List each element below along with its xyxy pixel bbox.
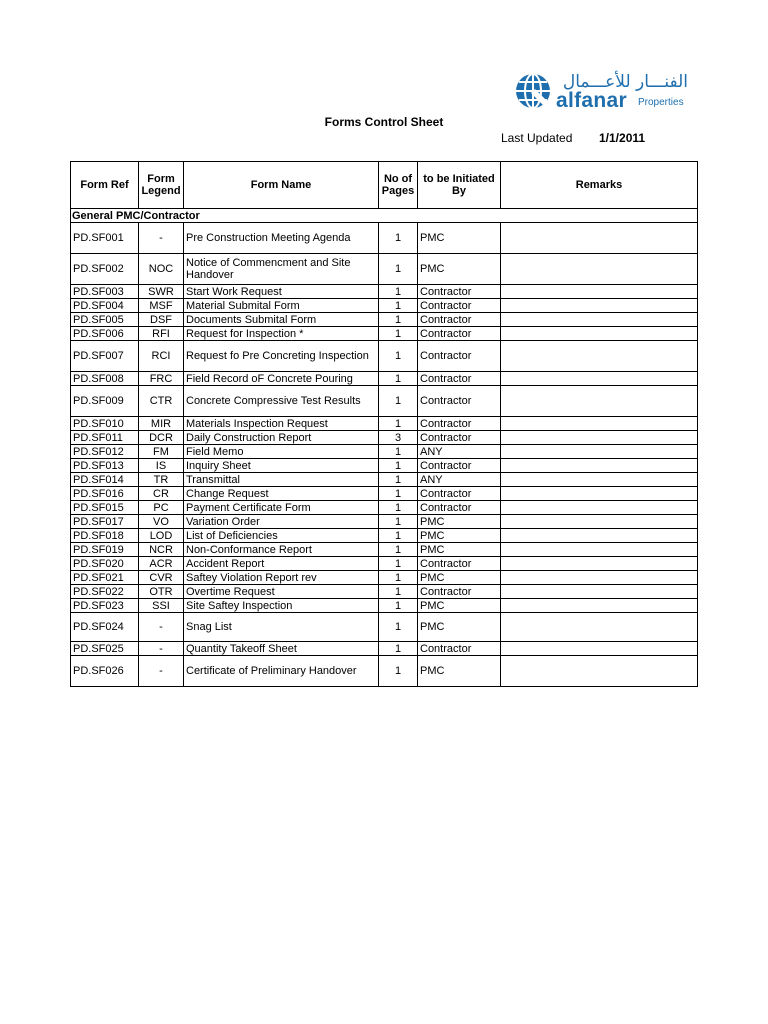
remarks-cell <box>501 642 698 656</box>
form-name-cell: Request fo Pre Concreting Inspection <box>184 341 379 372</box>
remarks-cell <box>501 299 698 313</box>
table-row <box>71 445 698 459</box>
remarks-cell <box>501 473 698 487</box>
form-name-cell: Field Memo <box>184 445 379 459</box>
form-ref-cell: PD.SF015 <box>71 501 139 515</box>
form-name-cell: Accident Report <box>184 557 379 571</box>
initiated-by-cell: PMC <box>418 656 501 687</box>
table-row <box>71 313 698 327</box>
form-ref-cell: PD.SF017 <box>71 515 139 529</box>
initiated-by-cell: Contractor <box>418 501 501 515</box>
last-updated-label: Last Updated <box>501 131 573 145</box>
no-of-pages-cell: 1 <box>379 613 418 642</box>
last-updated-value: 1/1/2011 <box>599 131 646 145</box>
form-legend-cell: MSF <box>139 299 184 313</box>
initiated-by-cell: ANY <box>418 473 501 487</box>
initiated-by-cell: PMC <box>418 529 501 543</box>
no-of-pages-cell: 1 <box>379 386 418 417</box>
form-legend-cell: - <box>139 642 184 656</box>
form-legend-cell: FRC <box>139 372 184 386</box>
table-row <box>71 599 698 613</box>
initiated-by-cell: Contractor <box>418 431 501 445</box>
form-ref-cell: PD.SF020 <box>71 557 139 571</box>
logo-sub-text: Properties <box>638 97 684 108</box>
form-ref-cell: PD.SF013 <box>71 459 139 473</box>
form-name-cell: Overtime Request <box>184 585 379 599</box>
table-row <box>71 341 698 372</box>
form-ref-cell: PD.SF012 <box>71 445 139 459</box>
table-row <box>71 299 698 313</box>
form-legend-cell: VO <box>139 515 184 529</box>
table-row <box>71 557 698 571</box>
no-of-pages-cell: 1 <box>379 313 418 327</box>
form-legend-cell: NOC <box>139 254 184 285</box>
form-ref-cell: PD.SF014 <box>71 473 139 487</box>
form-name-cell: Payment Certificate Form <box>184 501 379 515</box>
remarks-cell <box>501 313 698 327</box>
form-legend-cell: PC <box>139 501 184 515</box>
form-name-cell: Material Submital Form <box>184 299 379 313</box>
no-of-pages-cell: 1 <box>379 459 418 473</box>
remarks-cell <box>501 571 698 585</box>
remarks-cell <box>501 501 698 515</box>
form-legend-cell: LOD <box>139 529 184 543</box>
remarks-cell <box>501 372 698 386</box>
form-legend-cell: SWR <box>139 285 184 299</box>
remarks-cell <box>501 431 698 445</box>
remarks-cell <box>501 341 698 372</box>
remarks-cell <box>501 223 698 254</box>
form-name-cell: Inquiry Sheet <box>184 459 379 473</box>
remarks-cell <box>501 386 698 417</box>
remarks-cell <box>501 487 698 501</box>
no-of-pages-cell: 1 <box>379 501 418 515</box>
table-body <box>71 209 698 687</box>
form-ref-cell: PD.SF006 <box>71 327 139 341</box>
no-of-pages-cell: 1 <box>379 254 418 285</box>
remarks-cell <box>501 254 698 285</box>
form-name-cell: Materials Inspection Request <box>184 417 379 431</box>
table-row <box>71 501 698 515</box>
form-legend-cell: MIR <box>139 417 184 431</box>
form-ref-cell: PD.SF021 <box>71 571 139 585</box>
remarks-cell <box>501 327 698 341</box>
initiated-by-cell: Contractor <box>418 285 501 299</box>
initiated-by-cell: ANY <box>418 445 501 459</box>
form-ref-cell: PD.SF025 <box>71 642 139 656</box>
initiated-by-cell: Contractor <box>418 585 501 599</box>
company-logo <box>514 72 694 112</box>
table-row <box>71 372 698 386</box>
no-of-pages-cell: 1 <box>379 557 418 571</box>
no-of-pages-cell: 1 <box>379 585 418 599</box>
form-legend-cell: TR <box>139 473 184 487</box>
form-ref-cell: PD.SF008 <box>71 372 139 386</box>
column-header-initiated-by: to be Initiated By <box>418 162 501 209</box>
form-name-cell: Notice of Commencment and Site Handover <box>184 254 379 285</box>
no-of-pages-cell: 1 <box>379 515 418 529</box>
section-title: General PMC/Contractor <box>71 209 698 223</box>
form-legend-cell: CTR <box>139 386 184 417</box>
table-row <box>71 459 698 473</box>
table-row <box>71 642 698 656</box>
form-legend-cell: RFI <box>139 327 184 341</box>
remarks-cell <box>501 656 698 687</box>
form-legend-cell: - <box>139 613 184 642</box>
table-row <box>71 285 698 299</box>
form-legend-cell: CR <box>139 487 184 501</box>
remarks-cell <box>501 285 698 299</box>
logo-brand-text: alfanar <box>556 89 627 112</box>
no-of-pages-cell: 3 <box>379 431 418 445</box>
initiated-by-cell: Contractor <box>418 372 501 386</box>
form-name-cell: Snag List <box>184 613 379 642</box>
no-of-pages-cell: 1 <box>379 341 418 372</box>
table-row <box>71 473 698 487</box>
initiated-by-cell: PMC <box>418 515 501 529</box>
initiated-by-cell: Contractor <box>418 459 501 473</box>
form-legend-cell: IS <box>139 459 184 473</box>
column-header-form-legend: Form Legend <box>139 162 184 209</box>
form-ref-cell: PD.SF009 <box>71 386 139 417</box>
initiated-by-cell: Contractor <box>418 313 501 327</box>
initiated-by-cell: PMC <box>418 254 501 285</box>
table-row <box>71 431 698 445</box>
no-of-pages-cell: 1 <box>379 529 418 543</box>
no-of-pages-cell: 1 <box>379 223 418 254</box>
section-row <box>71 209 698 223</box>
form-ref-cell: PD.SF026 <box>71 656 139 687</box>
form-ref-cell: PD.SF010 <box>71 417 139 431</box>
form-name-cell: Transmittal <box>184 473 379 487</box>
form-legend-cell: CVR <box>139 571 184 585</box>
no-of-pages-cell: 1 <box>379 642 418 656</box>
no-of-pages-cell: 1 <box>379 543 418 557</box>
initiated-by-cell: PMC <box>418 223 501 254</box>
table-row <box>71 543 698 557</box>
table-header-row <box>71 162 698 209</box>
initiated-by-cell: Contractor <box>418 642 501 656</box>
no-of-pages-cell: 1 <box>379 487 418 501</box>
form-name-cell: Saftey Violation Report rev <box>184 571 379 585</box>
form-legend-cell: SSI <box>139 599 184 613</box>
remarks-cell <box>501 515 698 529</box>
table-row <box>71 529 698 543</box>
form-ref-cell: PD.SF001 <box>71 223 139 254</box>
initiated-by-cell: Contractor <box>418 417 501 431</box>
remarks-cell <box>501 417 698 431</box>
forms-table <box>70 161 698 687</box>
form-ref-cell: PD.SF002 <box>71 254 139 285</box>
form-ref-cell: PD.SF016 <box>71 487 139 501</box>
form-ref-cell: PD.SF004 <box>71 299 139 313</box>
table-row <box>71 613 698 642</box>
remarks-cell <box>501 599 698 613</box>
remarks-cell <box>501 585 698 599</box>
column-header-remarks: Remarks <box>501 162 698 209</box>
document-title: Forms Control Sheet <box>324 115 444 129</box>
table-row <box>71 571 698 585</box>
no-of-pages-cell: 1 <box>379 285 418 299</box>
form-name-cell: Variation Order <box>184 515 379 529</box>
column-header-form-name: Form Name <box>184 162 379 209</box>
remarks-cell <box>501 459 698 473</box>
table-row <box>71 327 698 341</box>
no-of-pages-cell: 1 <box>379 299 418 313</box>
form-legend-cell: OTR <box>139 585 184 599</box>
initiated-by-cell: PMC <box>418 613 501 642</box>
form-name-cell: Quantity Takeoff Sheet <box>184 642 379 656</box>
initiated-by-cell: Contractor <box>418 557 501 571</box>
form-legend-cell: DCR <box>139 431 184 445</box>
table-row <box>71 223 698 254</box>
form-ref-cell: PD.SF019 <box>71 543 139 557</box>
initiated-by-cell: Contractor <box>418 299 501 313</box>
form-ref-cell: PD.SF024 <box>71 613 139 642</box>
initiated-by-cell: Contractor <box>418 487 501 501</box>
form-name-cell: Site Saftey Inspection <box>184 599 379 613</box>
form-ref-cell: PD.SF023 <box>71 599 139 613</box>
table-row <box>71 585 698 599</box>
form-legend-cell: FM <box>139 445 184 459</box>
form-ref-cell: PD.SF003 <box>71 285 139 299</box>
form-name-cell: Pre Construction Meeting Agenda <box>184 223 379 254</box>
table-row <box>71 417 698 431</box>
alfanar-globe-icon <box>514 72 552 110</box>
form-legend-cell: RCI <box>139 341 184 372</box>
no-of-pages-cell: 1 <box>379 327 418 341</box>
form-name-cell: Field Record oF Concrete Pouring <box>184 372 379 386</box>
form-legend-cell: ACR <box>139 557 184 571</box>
initiated-by-cell: PMC <box>418 543 501 557</box>
initiated-by-cell: Contractor <box>418 341 501 372</box>
table-row <box>71 487 698 501</box>
form-name-cell: Request for Inspection * <box>184 327 379 341</box>
form-name-cell: Concrete Compressive Test Results <box>184 386 379 417</box>
form-ref-cell: PD.SF011 <box>71 431 139 445</box>
table-row <box>71 254 698 285</box>
initiated-by-cell: PMC <box>418 599 501 613</box>
form-ref-cell: PD.SF022 <box>71 585 139 599</box>
form-ref-cell: PD.SF018 <box>71 529 139 543</box>
no-of-pages-cell: 1 <box>379 417 418 431</box>
form-name-cell: Non-Conformance Report <box>184 543 379 557</box>
no-of-pages-cell: 1 <box>379 372 418 386</box>
form-name-cell: Daily Construction Report <box>184 431 379 445</box>
initiated-by-cell: Contractor <box>418 327 501 341</box>
remarks-cell <box>501 445 698 459</box>
initiated-by-cell: PMC <box>418 571 501 585</box>
form-name-cell: Documents Submital Form <box>184 313 379 327</box>
logo-arabic-text: الفنـــار للأعـــمال <box>562 72 688 92</box>
form-name-cell: Certificate of Preliminary Handover <box>184 656 379 687</box>
form-ref-cell: PD.SF005 <box>71 313 139 327</box>
no-of-pages-cell: 1 <box>379 599 418 613</box>
form-legend-cell: - <box>139 656 184 687</box>
initiated-by-cell: Contractor <box>418 386 501 417</box>
form-legend-cell: DSF <box>139 313 184 327</box>
form-name-cell: Start Work Request <box>184 285 379 299</box>
form-name-cell: List of Deficiencies <box>184 529 379 543</box>
form-ref-cell: PD.SF007 <box>71 341 139 372</box>
form-legend-cell: - <box>139 223 184 254</box>
column-header-form-ref: Form Ref <box>71 162 139 209</box>
remarks-cell <box>501 557 698 571</box>
no-of-pages-cell: 1 <box>379 656 418 687</box>
remarks-cell <box>501 543 698 557</box>
table-row <box>71 515 698 529</box>
form-legend-cell: NCR <box>139 543 184 557</box>
remarks-cell <box>501 613 698 642</box>
no-of-pages-cell: 1 <box>379 473 418 487</box>
remarks-cell <box>501 529 698 543</box>
table-row <box>71 656 698 687</box>
no-of-pages-cell: 1 <box>379 445 418 459</box>
table-row <box>71 386 698 417</box>
column-header-no-of-pages: No of Pages <box>379 162 418 209</box>
form-name-cell: Change Request <box>184 487 379 501</box>
no-of-pages-cell: 1 <box>379 571 418 585</box>
